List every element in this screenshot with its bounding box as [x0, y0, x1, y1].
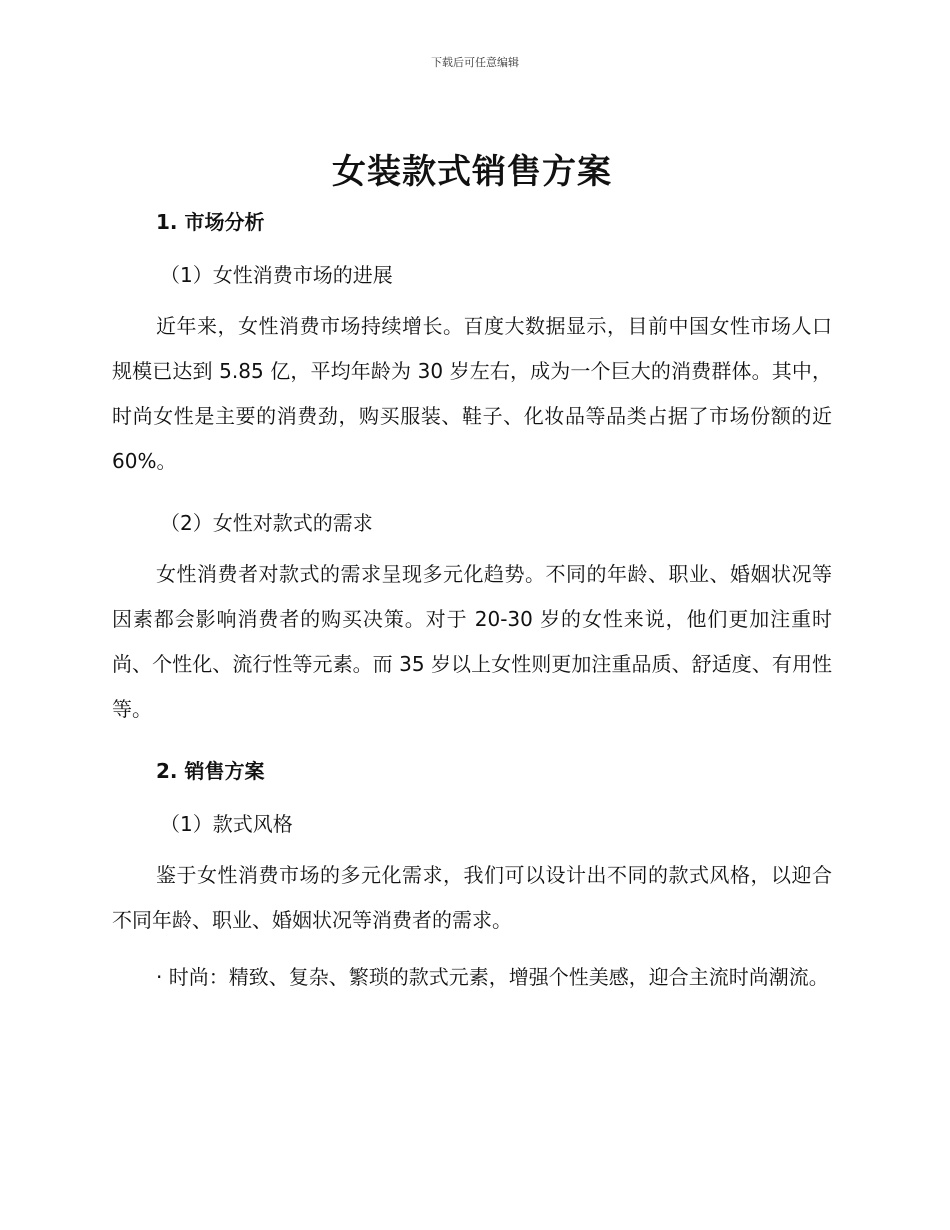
subheading-female-market-development: （1）女性消费市场的进展: [160, 263, 393, 287]
subheading-style-demand: （2）女性对款式的需求: [160, 511, 373, 535]
paragraph-style-design: 鉴于女性消费市场的多元化需求，我们可以设计出不同的款式风格，以迎合不同年龄、职业、婚姻状况等消费者的需求。: [112, 863, 832, 932]
section-heading-sales-plan: 2. 销售方案: [156, 759, 265, 783]
paragraph-market-growth: 近年来，女性消费市场持续增长。百度大数据显示，目前中国女性市场人口规模已达到 5.85 亿，平均年龄为 30 岁左右，成为一个巨大的消费群体。其中，时尚女性是主要的消费劲，购买服装、鞋子、化妆品等品类占据了市场份额的近 60%。: [112, 314, 832, 473]
paragraph-style-demand: 女性消费者对款式的需求呈现多元化趋势。不同的年龄、职业、婚姻状况等因素都会影响消费者的购买决策。对于 20-30 岁的女性来说，他们更加注重时尚、个性化、流行性等元素。而 35 岁以上女性则更加注重品质、舒适度、有用性等。: [112, 562, 832, 721]
subheading-style-type: （1）款式风格: [160, 812, 293, 836]
document-body: [112, 150, 832, 1000]
document-title: 女装款式销售方案: [332, 152, 612, 192]
section-heading-market-analysis: 1. 市场分析: [156, 210, 265, 234]
page-header-note: 下载后可任意编辑: [431, 56, 519, 69]
bullet-fashion-style: · 时尚：精致、复杂、繁琐的款式元素，增强个性美感，迎合主流时尚潮流。: [156, 965, 829, 989]
